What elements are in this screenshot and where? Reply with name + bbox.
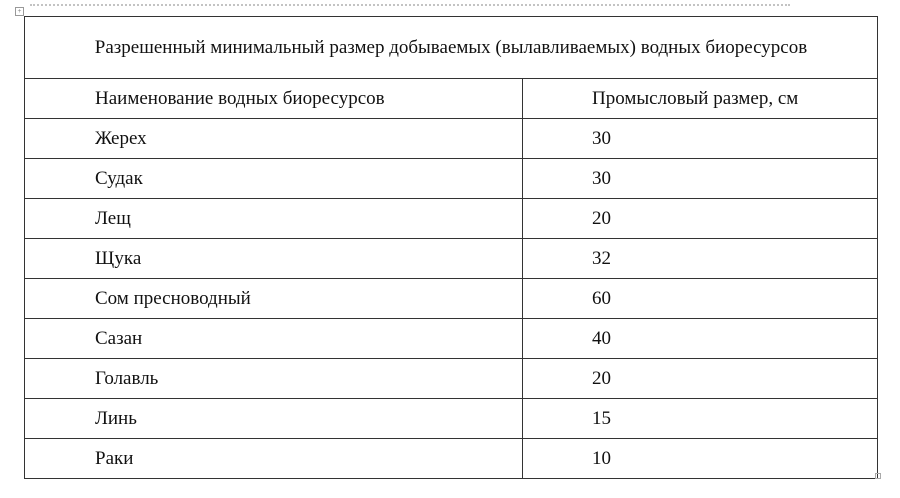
cell-name: Линь [25, 399, 523, 439]
cell-size: 60 [523, 279, 878, 319]
cell-size: 20 [523, 359, 878, 399]
cell-name: Сазан [25, 319, 523, 359]
table-resize-handle[interactable] [875, 473, 881, 479]
table-row [25, 319, 878, 359]
table-row [25, 199, 878, 239]
table-move-handle-icon[interactable]: + [15, 7, 24, 16]
table-row [25, 239, 878, 279]
table-row [25, 439, 878, 479]
cell-name: Голавль [25, 359, 523, 399]
cell-size: 30 [523, 119, 878, 159]
cell-size: 20 [523, 199, 878, 239]
cell-name: Раки [25, 439, 523, 479]
table-row [25, 119, 878, 159]
cell-size: 40 [523, 319, 878, 359]
table-row [25, 279, 878, 319]
fish-size-table [24, 16, 878, 479]
table-title: Разрешенный минимальный размер добываемых (вылавливаемых) водных биоресурсов [25, 17, 878, 79]
cell-name: Сом пресноводный [25, 279, 523, 319]
table-row [25, 159, 878, 199]
cell-size: 30 [523, 159, 878, 199]
cell-name: Лещ [25, 199, 523, 239]
cell-size: 10 [523, 439, 878, 479]
table-header-row [25, 79, 878, 119]
cell-name: Жерех [25, 119, 523, 159]
cell-name: Судак [25, 159, 523, 199]
cell-size: 32 [523, 239, 878, 279]
cell-name: Щука [25, 239, 523, 279]
header-size: Промысловый размер, см [523, 79, 878, 119]
table-row [25, 359, 878, 399]
cropped-text-above [30, 0, 790, 6]
cell-size: 15 [523, 399, 878, 439]
table-title-row [25, 17, 878, 79]
table-row [25, 399, 878, 439]
header-name: Наименование водных биоресурсов [25, 79, 523, 119]
